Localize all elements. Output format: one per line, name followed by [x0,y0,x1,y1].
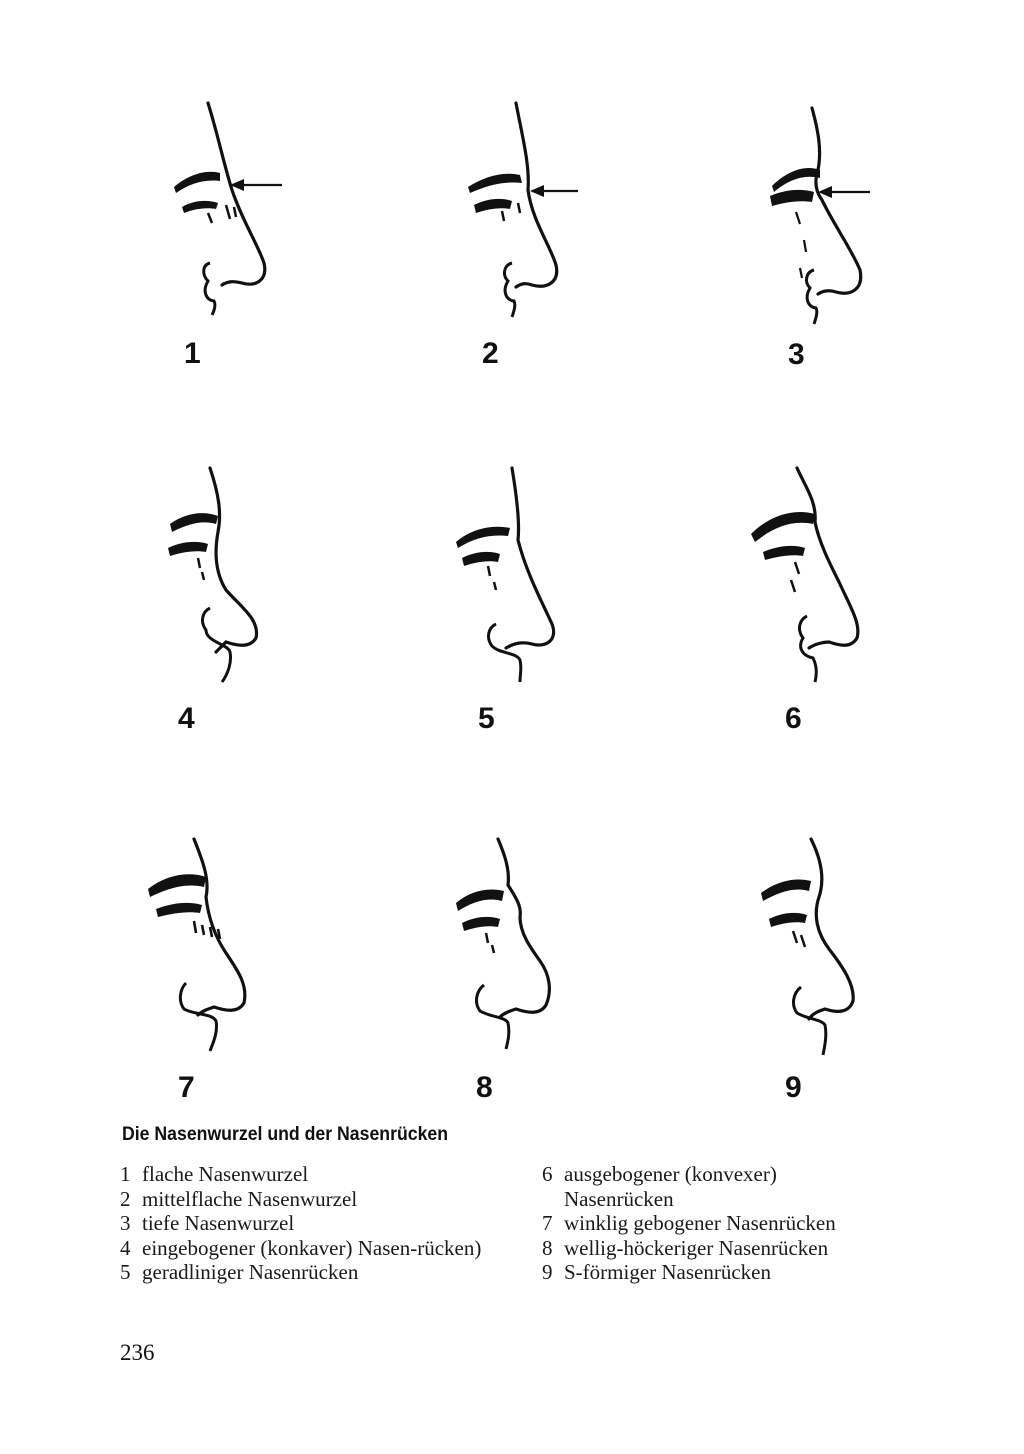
figure-number: 5 [478,702,495,735]
figure-number: 4 [178,702,195,735]
legend-text: mittelflache Nasenwurzel [142,1186,358,1211]
legend-right-column [542,1162,922,1285]
legend-number: 3 [120,1211,131,1235]
legend-text: winklig gebogener Nasenrücken [564,1211,836,1235]
nose-profile-figure-3 [760,100,900,371]
legend-number: 1 [120,1162,131,1186]
legend-number: 8 [542,1235,553,1260]
nose-profile-drawing [450,462,590,692]
legend-item [120,1162,492,1187]
legend-item [120,1260,492,1285]
legend-item [542,1260,922,1285]
legend-number: 5 [120,1260,131,1284]
nose-profile-figure-6 [745,462,885,735]
nose-profile-drawing [745,462,885,692]
legend-item [120,1211,492,1236]
legend-item [120,1187,492,1212]
nose-profile-figure-9 [755,835,895,1104]
nose-profile-drawing [450,835,590,1065]
figure-number: 1 [184,337,201,370]
legend-text: flache Nasenwurzel [142,1162,309,1186]
nose-profile-drawing [160,95,300,325]
legend-item [542,1236,922,1261]
nose-profile-figure-7 [140,835,290,1104]
figure-number: 7 [178,1071,195,1104]
legend-text: tiefe Nasenwurzel [142,1211,295,1235]
nose-profile-figure-5 [450,462,590,735]
nose-profile-drawing [760,100,900,330]
legend-number: 6 [542,1162,553,1186]
legend-number: 4 [120,1235,131,1260]
caption-title: Die Nasenwurzel und der Nasenrücken [122,1124,449,1145]
nose-profile-drawing [140,835,290,1065]
nose-profile-drawing [160,462,300,692]
nose-profile-figure-2 [460,95,600,370]
legend-text: eingebogener (konkaver) Nasen-rücken) [142,1235,482,1260]
legend-item [542,1162,922,1211]
figure-number: 2 [482,337,499,370]
legend-number: 7 [542,1211,553,1235]
nose-profile-drawing [755,835,895,1065]
nose-profile-figure-8 [450,835,590,1104]
legend-text: wellig-höckeriger Nasenrücken [564,1235,829,1260]
nose-profile-figure-4 [160,462,300,735]
legend-number: 2 [120,1186,131,1211]
figure-number: 6 [785,702,802,735]
legend-item [542,1211,922,1236]
figure-number: 8 [476,1071,493,1104]
legend-text: geradliniger Nasenrücken [142,1260,359,1284]
page-number: 236 [120,1340,155,1365]
nose-profile-drawing [460,95,600,325]
legend-number: 9 [542,1260,553,1284]
figure-number: 9 [785,1071,802,1104]
legend-left-column [120,1162,492,1285]
nose-profile-figure-1 [160,95,300,370]
figure-number: 3 [788,338,805,371]
legend-text: S-förmiger Nasenrücken [564,1260,772,1284]
legend-item [120,1236,492,1261]
legend-text: ausgebogener (konvexer) Nasenrücken [564,1162,777,1211]
